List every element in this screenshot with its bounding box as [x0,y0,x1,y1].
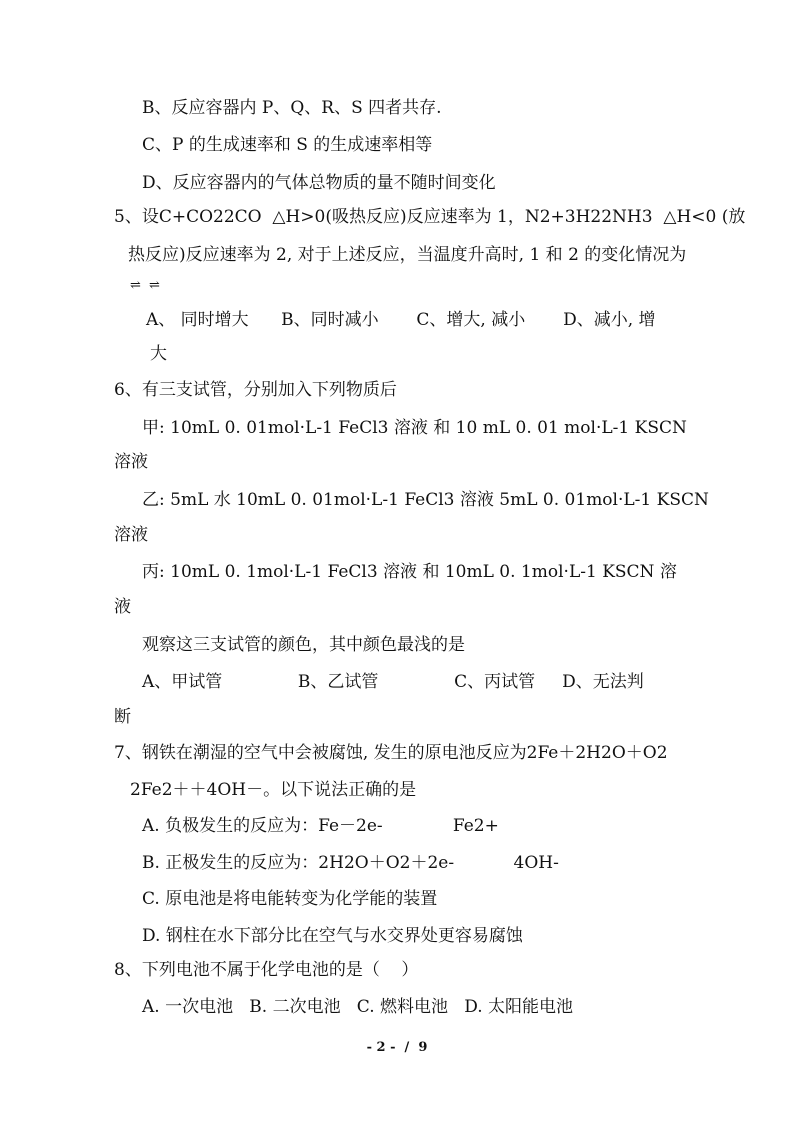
q7-stem-line2: 2Fe2＋＋4OH－。以下说法正确的是 [130,780,417,800]
q8-stem: 8、下列电池不属于化学电池的是（ ） [114,960,419,980]
q7-option-a: A. 负极发生的反应为：Fe－2e- Fe2+ [142,816,499,836]
q4-option-b: B、反应容器内 P、Q、R、S 四者共存. [142,98,442,118]
q5-equilibrium-arrows: ⇌ ⇌ [130,278,162,293]
q6-tube-yi-line2: 溶液 [114,525,148,545]
q5-stem-line2: 热反应)反应速率为 2, 对于上述反应，当温度升高时, 1 和 2 的变化情况为 [128,245,687,265]
q6-tube-yi-line1: 乙: 5mL 水 10mL 0. 01mol·L-1 FeCl3 溶液 5mL 0. 01mol·L-1 KSCN [142,490,709,510]
q7-option-c: C. 原电池是将电能转变为化学能的装置 [142,889,438,909]
q6-options: A、甲试管 B、乙试管 C、丙试管 D、无法判 [142,672,644,692]
q8-options: A. 一次电池 B. 二次电池 C. 燃料电池 D. 太阳能电池 [142,997,574,1017]
q6-tube-jia-line2: 溶液 [114,452,148,472]
q6-stem: 6、有三支试管，分别加入下列物质后 [114,380,397,400]
q6-question: 观察这三支试管的颜色，其中颜色最浅的是 [142,635,465,655]
q5-stem-line1: 5、设C+CO22CO △H>0(吸热反应)反应速率为 1，N2+3H22NH3 △H<0 (放 [114,207,746,227]
q5-options: A、 同时增大 B、同时减小 C、增大, 减小 D、减小, 增 [146,310,656,330]
q6-tube-bing-line2: 液 [114,597,131,617]
q7-option-d: D. 钢柱在水下部分比在空气与水交界处更容易腐蚀 [142,926,523,946]
q6-options-wrap: 断 [114,707,131,727]
q6-tube-jia-line1: 甲: 10mL 0. 01mol·L-1 FeCl3 溶液 和 10 mL 0. 01 mol·L-1 KSCN [142,418,687,438]
q7-option-b: B. 正极发生的反应为：2H2O＋O2＋2e- 4OH- [142,853,559,873]
q4-option-c: C、P 的生成速率和 S 的生成速率相等 [142,135,433,155]
q6-tube-bing-line1: 丙: 10mL 0. 1mol·L-1 FeCl3 溶液 和 10mL 0. 1mol·L-1 KSCN 溶 [142,562,677,582]
q4-option-d: D、反应容器内的气体总物质的量不随时间变化 [142,173,496,193]
q5-options-wrap: 大 [150,344,167,364]
page-number: - 2 - / 9 [366,1040,428,1055]
q7-stem-line1: 7、钢铁在潮湿的空气中会被腐蚀, 发生的原电池反应为2Fe＋2H2O＋O2 [114,743,668,763]
